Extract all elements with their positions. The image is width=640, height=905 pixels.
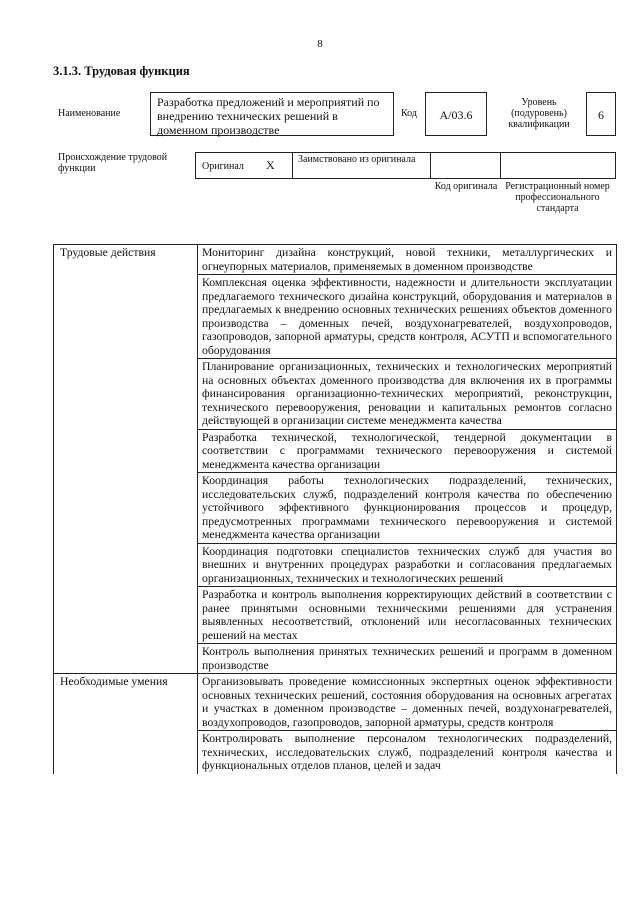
row-text: Мониторинг дизайна конструкций, новой техники, металлургических и огнеупорных материалов, применяемых в доменном производстве — [198, 245, 617, 275]
origin-divider-1 — [292, 153, 293, 178]
code-box — [425, 92, 487, 136]
origin-table — [195, 152, 616, 179]
row-text: Контролировать выполнение персоналом технологических подразделений, технических, исследовательских служб, подразделений контроля качества и функциональных отделов планов, целей и задач — [198, 731, 617, 774]
category-required-skills: Необходимые умения — [54, 674, 198, 774]
section-title: 3.1.3. Трудовая функция — [53, 64, 190, 78]
row-text: Разработка и контроль выполнения корректирующих действий в соответствии с ранее принятыми основными техническими решениями для устранения выявленных несоответствий, отклонений или несогласованных технических решений на местах — [198, 587, 617, 644]
table-row — [54, 245, 617, 275]
code-label: Код — [401, 108, 417, 119]
row-text: Планирование организационных, технических и технологических мероприятий на основных объектах доменного производства для включения их в программы финансирования организационно-технических мероприятий, реконструкции, технического перевооружения, реновации и капитальных ремонтов согласно действующей в организации системе менеджмента качества — [198, 359, 617, 430]
page-number: 8 — [317, 38, 323, 50]
row-text: Контроль выполнения принятых технических решений и программ в доменном производстве — [198, 644, 617, 674]
function-name: Разработка предложений и мероприятий по внедрению технических решений в доменном производстве — [157, 95, 380, 137]
original-label: Оригинал — [202, 161, 244, 172]
origin-divider-2 — [430, 153, 431, 178]
code-original-caption: Код оригинала — [434, 181, 498, 192]
function-details-table — [53, 244, 617, 774]
row-text: Координация работы технологических подразделений, технических, исследовательских служб, подразделений контроля качества по обеспечению устойчивого эффективного функционирования процессов и процедур, предусмотренных программами технического перевооружения и системой менеджмента качества организации — [198, 473, 617, 544]
origin-label: Происхождение трудовой функции — [58, 152, 168, 174]
name-label: Наименование — [58, 108, 121, 119]
level-box — [586, 92, 616, 136]
row-text: Координация подготовки специалистов технических служб для участия во внешних и внутренних процедурах разработки и согласования предлагаемых организационных, технических и технологических решений — [198, 543, 617, 587]
origin-divider-3 — [500, 153, 501, 178]
reg-number-caption: Регистрационный номер профессионального стандарта — [505, 181, 610, 214]
row-text: Разработка технической, технологической, тендерной документации в соответствии с программами технического перевооружения и системой менеджмента качества организации — [198, 429, 617, 473]
row-text: Комплексная оценка эффективности, надежности и длительности эксплуатации предлагаемого технического дизайна конструкций, оборудования и материалов в предлагаемых к внедрению основных технических решениях объектов доменного производства – доменных печей, воздухонагревателей, воздухопроводов, газопроводов, запорной арматуры, средств контроля, АСУТП и вспомогательного оборудования — [198, 275, 617, 359]
level-label: Уровень (подуровень) квалификации — [508, 97, 570, 130]
original-mark: X — [266, 158, 275, 172]
function-code: А/03.6 — [439, 108, 473, 122]
function-name-box — [150, 92, 394, 136]
qualification-level: 6 — [598, 108, 604, 122]
category-labor-actions: Трудовые действия — [54, 245, 198, 674]
row-text: Организовывать проведение комиссионных экспертных оценок эффективности основных технических решений, состояния оборудования на основных агрегатах и участках в доменном производстве – доменных печей, воздухонагревателей, воздухопроводов, газопроводов, запорной арматуры, средств контроля — [198, 674, 617, 731]
table-row — [54, 674, 617, 731]
borrowed-label: Заимствовано из оригинала — [298, 154, 416, 165]
